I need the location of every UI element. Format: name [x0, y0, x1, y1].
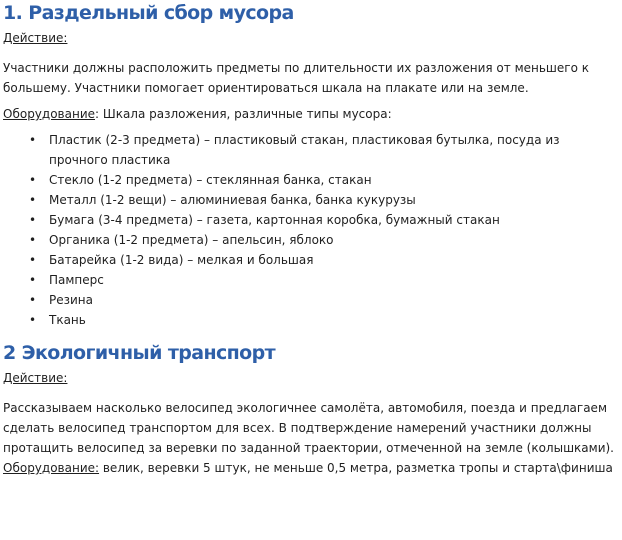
- list-item: • Органика (1-2 предмета) – апельсин, яблоко: [49, 230, 620, 250]
- bullet-icon: •: [29, 273, 37, 287]
- bullet-icon: •: [29, 173, 37, 187]
- bullet-icon: •: [29, 253, 37, 267]
- section-1-equipment-label: Оборудование: [3, 107, 95, 121]
- bullet-icon: •: [29, 133, 37, 147]
- section-2-action-text: Рассказываем насколько велосипед экологичнее самолёта, автомобиля, поезда и предлагаем сделать велосипед транспортом для всех. В подтверждение намерений участники должны протащить велосипед за веревки по заданной траектории, отмеченной на земле (колышками).: [3, 401, 614, 455]
- list-item: • Памперс: [49, 270, 620, 290]
- section-2-equipment-text: велик, веревки 5 штук, не меньше 0,5 метра, разметка тропы и старта\финиша: [99, 461, 613, 475]
- section-2-action-label: [3, 368, 620, 388]
- list-item: • Металл (1-2 вещи) – алюминиевая банка, банка кукурузы: [49, 190, 620, 210]
- bullet-icon: •: [29, 313, 37, 327]
- section-1-action-text: Участники должны расположить предметы по длительности их разложения от меньшего к большему. Участники помогает ориентироваться шкала на плакате или на земле.: [3, 61, 590, 95]
- list-item: • Батарейка (1-2 вида) – мелкая и большая: [49, 250, 620, 270]
- bullet-icon: •: [29, 293, 37, 307]
- section-1-action-label: [3, 28, 620, 48]
- section-2-title: 2 Экологичный транспорт: [3, 342, 276, 364]
- bullet-icon: •: [29, 213, 37, 227]
- list-item: • Пластик (2-3 предмета) – пластиковый стакан, пластиковая бутылка, посуда из прочного пластика: [49, 130, 620, 170]
- bullet-icon: •: [29, 193, 37, 207]
- waste-list: [3, 130, 620, 330]
- list-item: • Бумага (3-4 предмета) – газета, картонная коробка, бумажный стакан: [49, 210, 620, 230]
- section-1-title: 1. Раздельный сбор мусора: [3, 2, 294, 24]
- section-1-equipment-text: : Шкала разложения, различные типы мусора:: [95, 107, 392, 121]
- list-item: • Резина: [49, 290, 620, 310]
- section-1-equipment: [3, 104, 620, 124]
- list-item: • Ткань: [49, 310, 620, 330]
- bullet-icon: •: [29, 233, 37, 247]
- section-2-equipment: [3, 458, 620, 478]
- section-1-action-label-text: Действие:: [3, 31, 68, 45]
- list-item: • Стекло (1-2 предмета) – стеклянная банка, стакан: [49, 170, 620, 190]
- section-2-action-label-text: Действие:: [3, 371, 68, 385]
- section-2-equipment-label: Оборудование:: [3, 461, 100, 475]
